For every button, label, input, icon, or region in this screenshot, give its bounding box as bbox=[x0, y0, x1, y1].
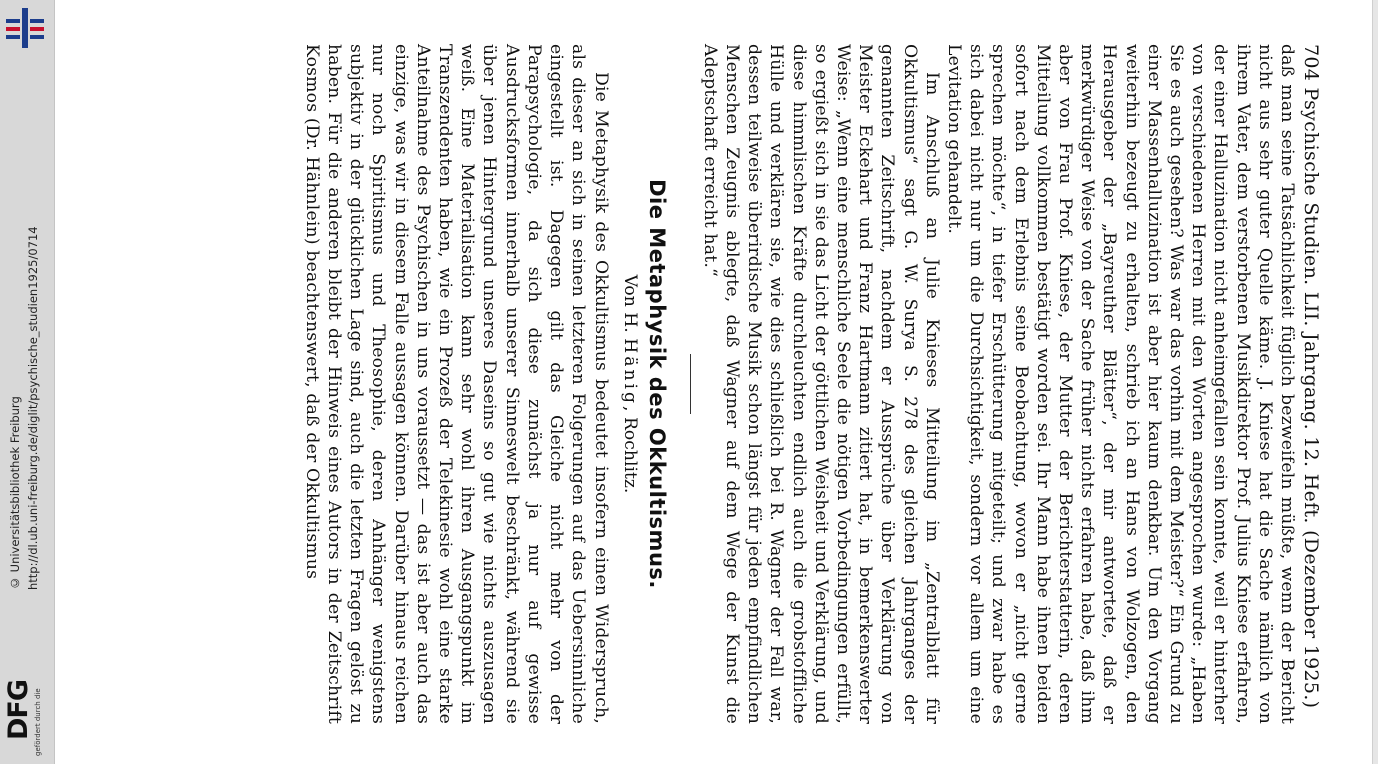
page-header: 704 Psychische Studien. LII. Jahrgang. 12. Heft. (Dezember 1925.) bbox=[1300, 44, 1322, 709]
section-divider bbox=[690, 354, 691, 414]
article-author bbox=[618, 44, 642, 724]
paragraph-metaphysik: Die Metaphysik des Okkultismus bedeutet insofern einen Widerspruch, als dieser an sich in seinen letzteren Folgerungen auf das Uebersinnliche eingestellt ist. Dagegen gilt das Gleiche nicht mehr von der Parapsychologie, da sich diese zunächst ja nur auf gewisse Ausdrucksformen innerhalb unserer Sinneswelt beschränkt, während sie über jenen Hintergrund unseres Daseins so gut wie nichts auszusagen weiß. Eine Materialisation kann sehr wohl ihren Ausgangspunkt im Transzendenten haben, wie ein Prozeß der Telekinesie wohl eine starke Anteilnahme des Psychischen in uns voraussetzt — das ist aber auch das einzige, was wir in diesem Falle aussagen können. Darüber hinaus reichen nur noch Spiritismus und Theosophie, deren Anhänger wenigstens subjektiv in der glücklichen Lage sind, auch die letzten Fragen gelöst zu haben. Für die anderen bleibt der Hinweis eines Autors in der Zeitschrift Kosmos (Dr. Hähnlein) beachtenswert, daß der Okkultismus bbox=[301, 44, 611, 724]
viewer-right-edge bbox=[1372, 0, 1378, 764]
permalink-url[interactable]: http://dl.ub.uni-freiburg.de/diglit/psychische_studien1925/0714 bbox=[26, 226, 40, 590]
paragraph-continuation: daß man seine Tatsächlichkeit füglich bezweifeln müßte, wenn der Bericht nicht aus sehr guter Quelle käme. J. Kniese hat die Sache nämlich von ihrem Vater, dem verstorbenen Musikdirektor Prof. Julius Kniese erfahren, der einer Halluzination nicht anheimgefallen sein konnte, weil er hinterher von verschiedenen Herren mit den Worten angesprochen wurde: „Haben Sie es auch gesehen? Was war das vorhin mit dem Meister?“ Ein Grund zu einer Massenhalluzination ist aber hier kaum denkbar. Um den Vorgang weiterhin bezeugt zu erhalten, schrieb ich an Hans von Wolzogen, den Herausgeber der „Bayreuther Blätter“, der mir antwortete, daß er merkwürdiger Weise von der Sache früher nichts erfahren habe, daß ihm aber von Frau Prof. Kniese, der Mutter der Berichterstatterin, deren Mitteilung vollkommen bestätigt worden sei. Ihr Mann habe ihnen beiden sofort nach dem Erlebnis seine Beobachtung, wovon er „nicht gerne sprechen möchte“, in tiefer Erschütterung mitgeteilt; und zwar habe es sich dabei nicht nur um die Durchsichtigkeit, sondern vor allem um eine Levitation gehandelt. bbox=[943, 44, 1297, 724]
ub-freiburg-logo-icon[interactable] bbox=[4, 6, 46, 50]
scanned-page bbox=[144, 44, 1324, 724]
author-prefix: Von H. bbox=[619, 274, 640, 333]
article-title: Die Metaphysik des Okkultismus. bbox=[644, 179, 669, 589]
viewer-sidebar bbox=[0, 0, 55, 764]
author-name: Hänig bbox=[619, 338, 640, 407]
dfg-logo: DFG bbox=[3, 679, 34, 741]
paragraph-surya-quote: Im Anschluß an Julie Knieses Mitteilung im „Zentralblatt für Okkultismus“ sagt G. W. Surya S. 278 des gleichen Jahrganges der genannten Zeitschrift, nachdem er Aussprüche über Verklärung von Meister Eckehart und Franz Hartmann zitiert hat, in bemerkenswerter Weise: „Wenn eine menschliche Seele die nötigen Vorbedingungen erfüllt, so ergießt sich in sie das Licht der göttlichen Weisheit und Verklärung, und diese himmlischen Kräfte durchleuchten endlich auch die grobstoffliche Hülle und verklären sie, wie dies schließlich bei R. Wagner der Fall war, dessen teilweise überirdische Musik schon längst für jeden empfindlichen Menschen Zeugnis ablegte, daß Wagner auf dem Wege der Kunst die Adeptschaft erreicht hat.“ bbox=[699, 44, 942, 724]
author-location: , Rochlitz. bbox=[619, 406, 640, 494]
funder-note: gefördert durch die bbox=[34, 688, 42, 756]
copyright-notice: © Universitätsbibliothek Freiburg bbox=[8, 396, 22, 590]
permalink-block bbox=[6, 170, 44, 590]
